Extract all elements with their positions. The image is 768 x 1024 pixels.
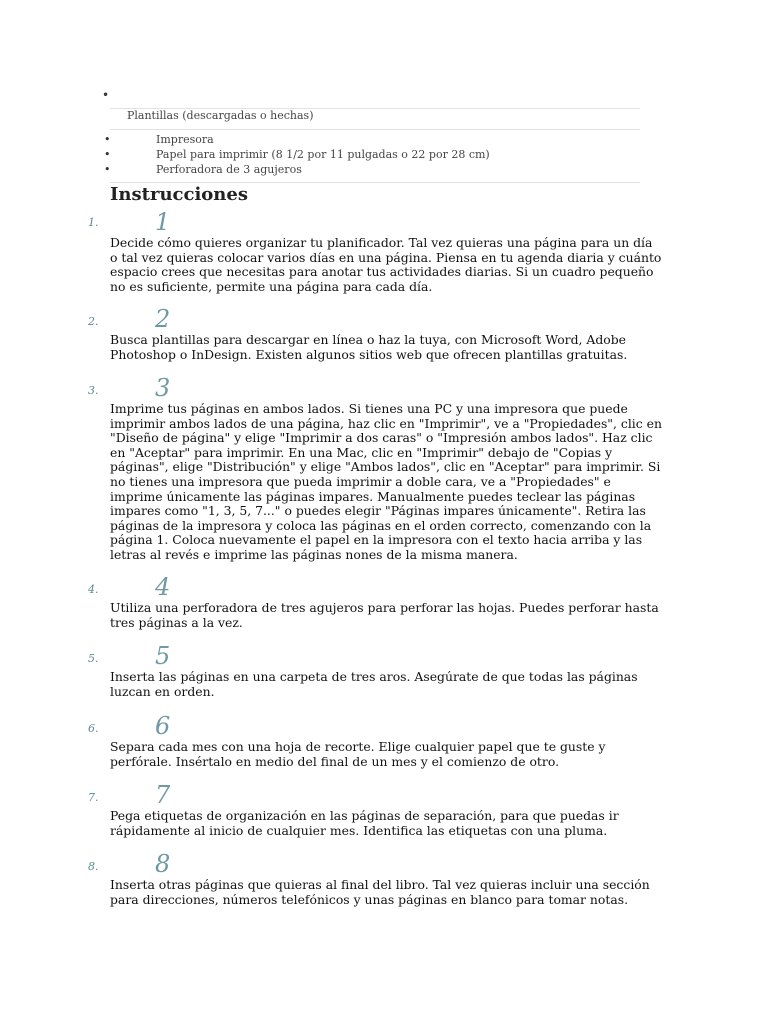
step-big-number: 5 <box>155 642 171 670</box>
step-small-number: 6. <box>88 722 99 735</box>
supply-templates: Plantillas (descargadas o hechas) <box>127 109 314 122</box>
step-big-number: 2 <box>155 305 171 333</box>
bullet-marker: • <box>104 148 111 161</box>
instructions-heading: Instrucciones <box>110 184 248 205</box>
step-small-number: 1. <box>88 216 99 229</box>
step-text: Separa cada mes con una hoja de recorte. Elige cualquier papel que te guste y perfórale. Insértalo en medio del final de un mes y el comienzo de otro. <box>110 739 606 769</box>
divider <box>110 129 640 130</box>
supply-item: Impresora <box>156 133 214 146</box>
bullet-marker: • <box>102 88 110 102</box>
supply-item: Papel para imprimir (8 1/2 por 11 pulgadas o 22 por 28 cm) <box>156 148 490 161</box>
step-small-number: 2. <box>88 315 99 328</box>
step-text: Imprime tus páginas en ambos lados. Si tienes una PC y una impresora que puede imprimir ambos lados de una página, haz clic en "Imprimir", ve a "Propiedades", clic en "Diseño de página" y elige "Imprimir a dos caras" o "Impresión ambos lados". Haz clic en "Aceptar" para imprimir. En una Mac, clic en "Imprimir" debajo de "Copias y páginas", elige "Distribución" y elige "Ambos lados", clic en "Aceptar" para imprimir. Si no tienes una impresora que pueda imprimir a doble cara, ve a "Propiedades" e imprime únicamente las páginas impares. Manualmente puedes teclear las páginas impares como "1, 3, 5, 7..." o puedes elegir "Páginas impares únicamente". Retira las páginas de la impresora y coloca las páginas en el orden correcto, comenzando con la página 1. Coloca nuevamente el papel en la impresora con el texto hacia arriba y las letras al revés e imprime las páginas nones de la misma manera. <box>110 401 662 562</box>
step-text: Inserta las páginas en una carpeta de tres aros. Asegúrate de que todas las páginas luzcan en orden. <box>110 669 638 699</box>
step-small-number: 5. <box>88 652 99 665</box>
step-small-number: 4. <box>88 583 99 596</box>
step-big-number: 8 <box>155 850 171 878</box>
step-big-number: 3 <box>155 374 171 402</box>
bullet-marker: • <box>104 163 111 176</box>
step-small-number: 7. <box>88 791 99 804</box>
step-small-number: 8. <box>88 860 99 873</box>
step-text: Busca plantillas para descargar en línea o haz la tuya, con Microsoft Word, Adobe Photoshop o InDesign. Existen algunos sitios web que ofrecen plantillas gratuitas. <box>110 332 628 362</box>
step-text: Decide cómo quieres organizar tu planificador. Tal vez quieras una página para un día o tal vez quieras colocar varios días en una página. Piensa en tu agenda diaria y cuánto espacio crees que necesitas para anotar tus actividades diarias. Si un cuadro pequeño no es suficiente, permite una página para cada día. <box>110 235 662 294</box>
step-small-number: 3. <box>88 384 99 397</box>
divider <box>110 182 640 183</box>
step-big-number: 1 <box>155 208 171 236</box>
supply-item: Perforadora de 3 agujeros <box>156 163 302 176</box>
bullet-marker: • <box>104 133 111 146</box>
step-big-number: 6 <box>155 712 171 740</box>
step-text: Utiliza una perforadora de tres agujeros para perforar las hojas. Puedes perforar hasta tres páginas a la vez. <box>110 600 659 630</box>
step-text: Pega etiquetas de organización en las páginas de separación, para que puedas ir rápidamente al inicio de cualquier mes. Identifica las etiquetas con una pluma. <box>110 808 619 838</box>
step-big-number: 7 <box>155 781 171 809</box>
step-big-number: 4 <box>155 573 171 601</box>
step-text: Inserta otras páginas que quieras al final del libro. Tal vez quieras incluir una sección para direcciones, números telefónicos y unas páginas en blanco para tomar notas. <box>110 877 650 907</box>
